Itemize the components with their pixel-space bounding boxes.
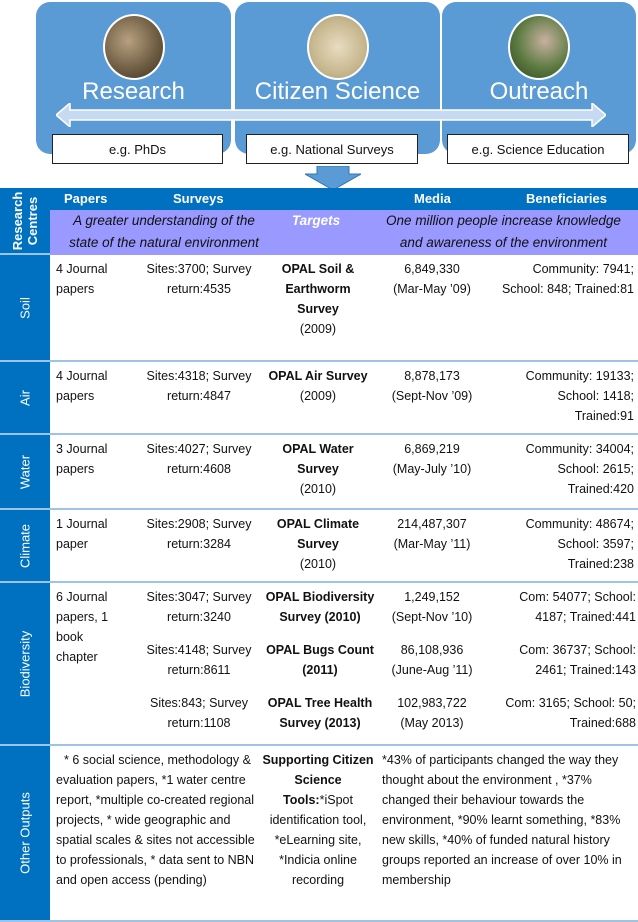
- table-row: [50, 510, 638, 583]
- example-national-surveys: e.g. National Surveys: [246, 134, 418, 164]
- other-left: * 6 social science, methodology & evaluation papers, *1 water centre report, *multiple co-created regional projects, * wide geographic and spatial scales & sites not accessible to professionals, * data sent to NBN and open access (pending): [56, 753, 255, 887]
- target-cell: OPAL Air Survey (2009): [268, 369, 368, 403]
- papers-cell: 4 Journal papers: [56, 262, 108, 296]
- outreach-photo: [508, 14, 570, 80]
- bio-target: OPAL Bugs Count (2011): [266, 643, 374, 677]
- surveys-cell: Sites:2908; Survey return:3284: [146, 517, 252, 551]
- outreach-title: Outreach: [489, 78, 589, 105]
- bio-target: OPAL Tree Health Survey (2013): [267, 696, 373, 730]
- down-arrow-icon: [305, 166, 361, 190]
- surveys-cell: Sites:3700; Survey return:4535: [146, 262, 252, 296]
- media-cell: 214,487,307 (Mar-May ’11): [393, 517, 471, 551]
- bio-media: 102,983,722 (May 2013): [397, 696, 467, 730]
- side-air: Air: [0, 362, 50, 435]
- table-row: [50, 255, 638, 362]
- bio-surveys: Sites:3047; Survey return:3240: [146, 590, 252, 624]
- surveys-cell: Sites:4027; Survey return:4608: [146, 442, 252, 476]
- bio-media: 1,249,152 (Sept-Nov ’10): [391, 590, 473, 624]
- papers-cell: 1 Journal paper: [56, 517, 108, 551]
- header-media: Media: [414, 191, 451, 206]
- bio-target: OPAL Biodiversity Survey (2010): [265, 590, 375, 624]
- side-other-outputs: Other Outputs: [0, 746, 50, 922]
- bio-beneficiaries: Com: 3165; School: 50; Trained:688: [505, 696, 636, 730]
- research-box: [36, 2, 231, 154]
- beneficiaries-cell: Community: 7941; School: 848; Trained:81: [501, 262, 634, 296]
- example-science-education: e.g. Science Education: [447, 134, 629, 164]
- papers-cell: 3 Journal papers: [56, 442, 108, 476]
- header-beneficiaries: Beneficiaries: [526, 191, 607, 206]
- side-soil: Soil: [0, 255, 50, 362]
- other-middle-title: Supporting Citizen Science Tools:: [262, 753, 374, 807]
- row-other-outputs: [50, 746, 638, 922]
- table-row: [50, 362, 638, 435]
- bio-surveys: Sites:843; Survey return:1108: [150, 696, 248, 730]
- table-row: [50, 435, 638, 510]
- other-right: *43% of participants changed the way they thought about the environment , *37% changed their behaviour towards the environment, *90% learnt something, *83% new skills, *40% of funded natural history groups reported an increase of over 10% in membership: [382, 753, 622, 887]
- header-surveys: Surveys: [173, 191, 224, 206]
- survey-leaflet-photo: [307, 14, 369, 80]
- bio-surveys: Sites:4148; Survey return:8611: [146, 643, 252, 677]
- side-research-centres: Research Centres: [0, 188, 50, 255]
- side-climate: Climate: [0, 510, 50, 583]
- bio-beneficiaries: Com: 54077; School: 4187; Trained:441: [519, 590, 636, 624]
- opal-outputs-table: [0, 188, 638, 922]
- beneficiaries-cell: Community: 34004; School: 2615; Trained:420: [525, 442, 634, 496]
- row-biodiversity: [50, 583, 638, 746]
- bio-media: 86,108,936 (June-Aug ’11): [391, 643, 473, 677]
- table-header: [50, 188, 638, 210]
- media-cell: 8,878,173 (Sept-Nov ’09): [391, 369, 473, 403]
- surveys-cell: Sites:4318; Survey return:4847: [146, 369, 252, 403]
- citizen-science-box: [235, 2, 440, 154]
- citizen-science-title: Citizen Science: [254, 78, 421, 105]
- double-arrow-icon: [56, 103, 606, 127]
- other-middle: Supporting Citizen Science Tools:*iSpot identification tool, *eLearning site, *Indicia online recording: [262, 753, 374, 887]
- media-cell: 6,849,330 (Mar-May ’09): [393, 262, 471, 296]
- target-right: One million people increase knowledge and awareness of the environment: [386, 213, 621, 250]
- targets-label: Targets: [291, 213, 341, 228]
- bio-beneficiaries: Com: 36737; School: 2461; Trained:143: [519, 643, 636, 677]
- outreach-box: [442, 2, 636, 154]
- papers-cell: 4 Journal papers: [56, 369, 108, 403]
- microscope-photo: [103, 14, 165, 80]
- target-cell: OPAL Water Survey (2010): [282, 442, 354, 496]
- research-title: Research: [82, 78, 185, 105]
- bio-papers: 6 Journal papers, 1 book chapter: [56, 590, 109, 664]
- media-cell: 6,869,219 (May-July ’10): [392, 442, 472, 476]
- target-cell: OPAL Climate Survey (2010): [276, 517, 360, 571]
- example-phds: e.g. PhDs: [52, 134, 223, 164]
- targets-row: [50, 210, 638, 255]
- beneficiaries-cell: Community: 19133; School: 1418; Trained:91: [525, 369, 634, 423]
- target-left: A greater understanding of the state of the natural environment: [69, 213, 259, 250]
- side-water: Water: [0, 435, 50, 510]
- header-papers: Papers: [64, 191, 108, 206]
- beneficiaries-cell: Community: 48674; School: 3597; Trained:238: [525, 517, 634, 571]
- side-biodiversity: Biodiversity: [0, 583, 50, 746]
- target-cell: OPAL Soil & Earthworm Survey (2009): [281, 262, 355, 336]
